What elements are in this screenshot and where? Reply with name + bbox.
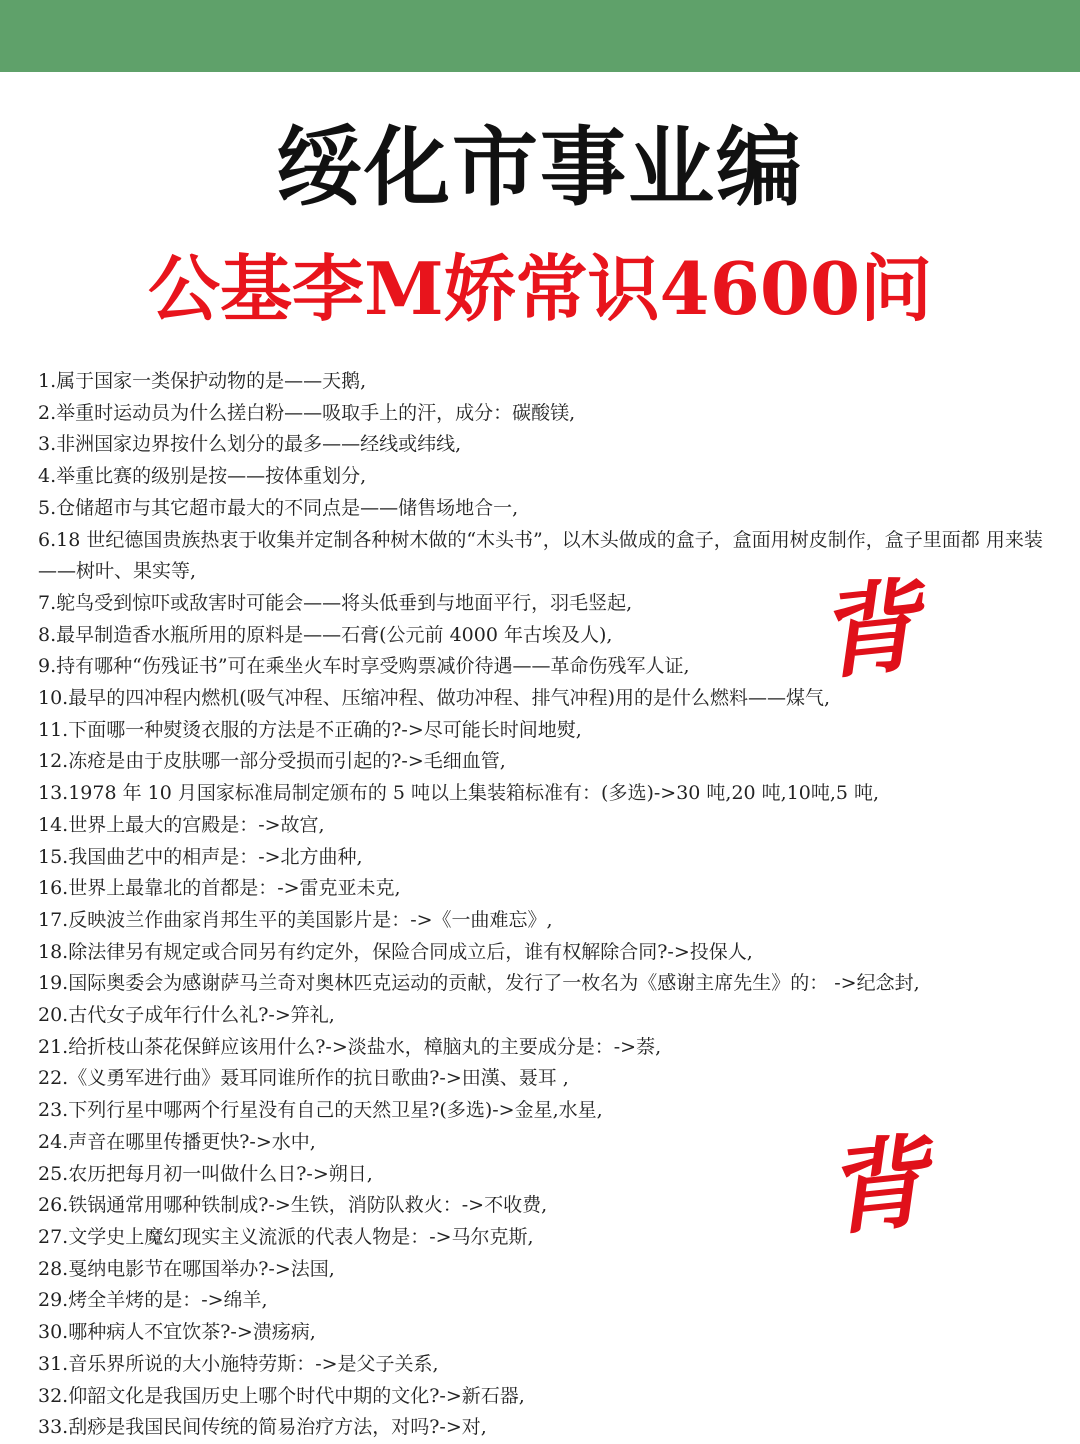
list-item: 20.古代女子成年行什么礼?->笄礼, xyxy=(38,1004,335,1027)
memorize-stamp: 背 xyxy=(820,1122,932,1250)
list-item: 3.非洲国家边界按什么划分的最多——经线或纬线, xyxy=(38,433,462,456)
list-item: 25.农历把每月初一叫做什么日?->朔日, xyxy=(38,1162,373,1185)
list-item: 30.哪种病人不宜饮茶?->溃疡病, xyxy=(38,1321,316,1344)
list-item: 27.文学史上魔幻现实主义流派的代表人物是：->马尔克斯, xyxy=(38,1225,534,1248)
list-item: 1.属于国家一类保护动物的是——天鹅, xyxy=(38,370,367,392)
list-item: 33.刮痧是我国民间传统的简易治疗方法，对吗?->对, xyxy=(38,1416,487,1439)
top-green-band xyxy=(0,0,1080,72)
list-item: 18.除法律另有规定或合同另有约定外，保险合同成立后，谁有权解除合同?->投保人, xyxy=(38,940,753,963)
list-item: 21.给折枝山茶花保鲜应该用什么?->淡盐水，樟脑丸的主要成分是：->萘, xyxy=(38,1035,662,1058)
list-item: 12.冻疮是由于皮肤哪一部分受损而引起的?->毛细血管, xyxy=(38,750,506,773)
list-item: 14.世界上最大的宫殿是：->故宫, xyxy=(38,813,325,836)
list-item: 15.我国曲艺中的相声是：->北方曲种, xyxy=(38,845,363,868)
qa-list xyxy=(38,366,1058,1444)
list-item: 31.音乐界所说的大小施特劳斯：->是父子关系, xyxy=(38,1352,439,1375)
list-item: 2.举重时运动员为什么搓白粉——吸取手上的汗，成分：碳酸镁, xyxy=(38,401,576,424)
list-item: 23.下列行星中哪两个行星没有自己的天然卫星?(多选)->金星,水星, xyxy=(38,1099,603,1122)
page-title: 绥化市事业编 xyxy=(276,118,804,218)
list-item: 22.《义勇军进行曲》聂耳同谁所作的抗日歌曲?->田漢、聂耳 , xyxy=(38,1067,569,1090)
list-item: 10.最早的四冲程内燃机(吸气冲程、压缩冲程、做功冲程、排气冲程)用的是什么燃料——煤气, xyxy=(38,687,831,710)
list-item: 26.铁锅通常用哪种铁制成?->生铁，消防队救火：->不收费, xyxy=(38,1194,548,1217)
list-item: 4.举重比赛的级别是按——按体重划分, xyxy=(38,465,367,488)
list-item: 9.持有哪种“伤残证书”可在乘坐火车时享受购票减价待遇——革命伤残军人证, xyxy=(38,655,690,678)
page-subtitle: 公基李M娇常识4600问 xyxy=(147,246,933,331)
list-item: 11.下面哪一种熨烫衣服的方法是不正确的?->尽可能长时间地熨, xyxy=(38,718,582,741)
list-item: 32.仰韶文化是我国历史上哪个时代中期的文化?->新石器, xyxy=(38,1384,525,1407)
memorize-stamp: 背 xyxy=(812,566,924,694)
list-item: 5.仓储超市与其它超市最大的不同点是——储售场地合一, xyxy=(38,496,519,519)
list-item: 17.反映波兰作曲家肖邦生平的美国影片是：->《一曲难忘》, xyxy=(38,908,553,931)
list-item: 8.最早制造香水瓶所用的原料是——石膏(公元前 4000 年古埃及人), xyxy=(38,623,613,646)
list-item: 13.1978 年 10 月国家标准局制定颁布的 5 吨以上集装箱标准有：(多选)->30 吨,20 吨,10吨,5 吨, xyxy=(38,782,880,805)
list-item: 19.国际奥委会为感谢萨马兰奇对奥林匹克运动的贡献，发行了一枚名为《感谢主席先生》的： ->纪念封, xyxy=(38,972,920,995)
list-item: 24.声音在哪里传播更快?->水中, xyxy=(38,1130,316,1153)
list-item: 7.鸵鸟受到惊吓或敌害时可能会——将头低垂到与地面平行，羽毛竖起, xyxy=(38,591,633,614)
list-item: 29.烤全羊烤的是：->绵羊, xyxy=(38,1289,268,1312)
list-item: 6.18 世纪德国贵族热衷于收集并定制各种树木做的“木头书”，以木头做成的盒子，盒面用树皮制作，盒子里面都 用来装——树叶、果实等, xyxy=(38,528,1043,583)
list-item: 16.世界上最靠北的首都是：->雷克亚未克, xyxy=(38,877,401,900)
list-item: 28.戛纳电影节在哪国举办?->法国, xyxy=(38,1257,335,1280)
